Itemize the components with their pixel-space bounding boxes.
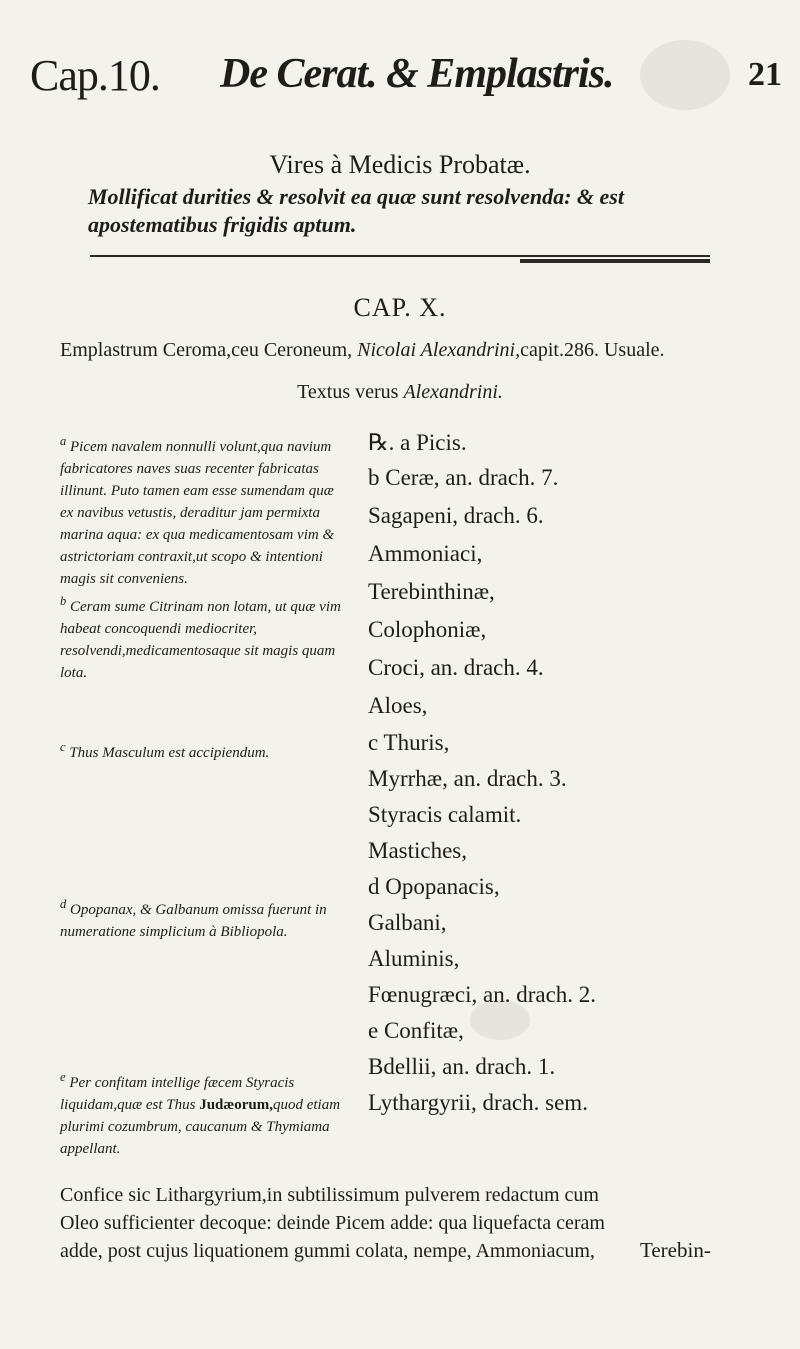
footnote-text: Opopanax, & Galbanum omissa fuerunt in numeratione simplicium à Bibliopola. bbox=[60, 902, 327, 940]
plaster-title-ref: capit.286. Usuale. bbox=[520, 339, 665, 361]
section-subtitle: Vires à Medicis Probatæ. bbox=[269, 150, 531, 179]
footnote-mark: c bbox=[60, 740, 66, 754]
plaster-title-author: Nicolai Alexandrini, bbox=[357, 339, 521, 361]
ingredient: Lythargyrii, drach. sem. bbox=[368, 1090, 588, 1115]
footnote-mark: a bbox=[60, 434, 67, 448]
catchword: Terebin- bbox=[640, 1238, 711, 1262]
footnote-text: Thus Masculum est accipiendum. bbox=[69, 745, 270, 761]
footnote-mark: e bbox=[60, 1070, 66, 1084]
ingredient: Ammoniaci, bbox=[368, 541, 483, 566]
footnote-text: Picem navalem nonnulli volunt,qua navium fabricatores naves suas recenter fabricatas illinunt. Puto tamen eam esse sumendam quæ ex navibus vetustis, deraditur jam permixta marina aqua: ex qua medicamentosam vim & astrictoriam contraxit,ut scopo & intentioni magis sit conveniens. bbox=[60, 439, 335, 587]
footnote-text-cont: quod etiam plurimi cozumbrum, caucanum & Thymiama appellant. bbox=[60, 1097, 341, 1157]
footnote-e bbox=[60, 1066, 342, 1160]
ingredient: Aloes, bbox=[368, 693, 428, 718]
plaster-title-text: Emplastrum Ceroma,ceu Ceroneum, bbox=[60, 339, 358, 361]
closing-paragraph bbox=[60, 1181, 740, 1265]
footnote-c bbox=[60, 736, 342, 764]
recipe-first-line bbox=[368, 426, 688, 459]
ingredient: b Ceræ, an. drach. 7. bbox=[368, 465, 559, 490]
ingredient: Bdellii, an. drach. 1. bbox=[368, 1054, 556, 1079]
footnote-text: Ceram sume Citrinam non lotam, ut quæ vim habeat concoquendi mediocriter, resolvendi,medicamentosaque sit magis quam lota. bbox=[60, 599, 341, 681]
text-source-line bbox=[0, 381, 800, 404]
ingredient: Aluminis, bbox=[368, 946, 460, 971]
footnote-text: Per confitam intellige fæcem Styracis liquidam,quæ est Thus bbox=[60, 1075, 295, 1113]
recipe-symbol: ℞. bbox=[368, 430, 395, 455]
footnote-mark: b bbox=[60, 594, 67, 608]
intro-paragraph: Mollificat durities & resolvit ea quæ sunt resolvenda: & est apostematibus frigidis aptum. bbox=[88, 184, 624, 237]
running-head bbox=[0, 50, 800, 110]
ingredient: e Confitæ, bbox=[368, 1018, 464, 1043]
text-source-label: Textus verus bbox=[297, 381, 404, 403]
ingredient: Mastiches, bbox=[368, 838, 468, 863]
ingredient: c Thuris, bbox=[368, 730, 450, 755]
closing-line: Confice sic Lithargyrium,in subtilissimum pulverem redactum cum bbox=[60, 1184, 599, 1206]
ingredient: Styracis calamit. bbox=[368, 802, 522, 827]
ingredient: a Picis. bbox=[400, 430, 467, 455]
plaster-title-line bbox=[60, 339, 760, 362]
running-title: De Cerat. & Emplastris. bbox=[220, 51, 614, 97]
footnote-upright-word: Judæorum, bbox=[199, 1097, 273, 1113]
page-number: 21 bbox=[748, 56, 782, 93]
ingredient: Croci, an. drach. 4. bbox=[368, 655, 544, 680]
ingredient: d Opopanacis, bbox=[368, 874, 500, 899]
closing-line: Oleo sufficienter decoque: deinde Picem adde: qua liquefacta ceram bbox=[60, 1212, 605, 1234]
footnote-a bbox=[60, 430, 342, 684]
chapter-heading: CAP. X. bbox=[353, 293, 447, 322]
divider-rule bbox=[90, 255, 710, 257]
ingredient: Myrrhæ, an. drach. 3. bbox=[368, 766, 567, 791]
ingredient: Colophoniæ, bbox=[368, 617, 487, 642]
ingredient: Terebinthinæ, bbox=[368, 579, 495, 604]
closing-line: adde, post cujus liquationem gummi colata, nempe, Ammoniacum, bbox=[60, 1240, 595, 1262]
ingredient: Galbani, bbox=[368, 910, 447, 935]
ingredient: Fœnugræci, an. drach. 2. bbox=[368, 982, 597, 1007]
ingredient: Sagapeni, drach. 6. bbox=[368, 503, 544, 528]
recipe-list bbox=[368, 426, 688, 1121]
footnote-mark: d bbox=[60, 897, 67, 911]
divider-rule-thick bbox=[520, 259, 710, 263]
text-source-author: Alexandrini. bbox=[403, 381, 503, 403]
footnote-d bbox=[60, 893, 342, 943]
chapter-number: Cap.10. bbox=[30, 51, 160, 100]
